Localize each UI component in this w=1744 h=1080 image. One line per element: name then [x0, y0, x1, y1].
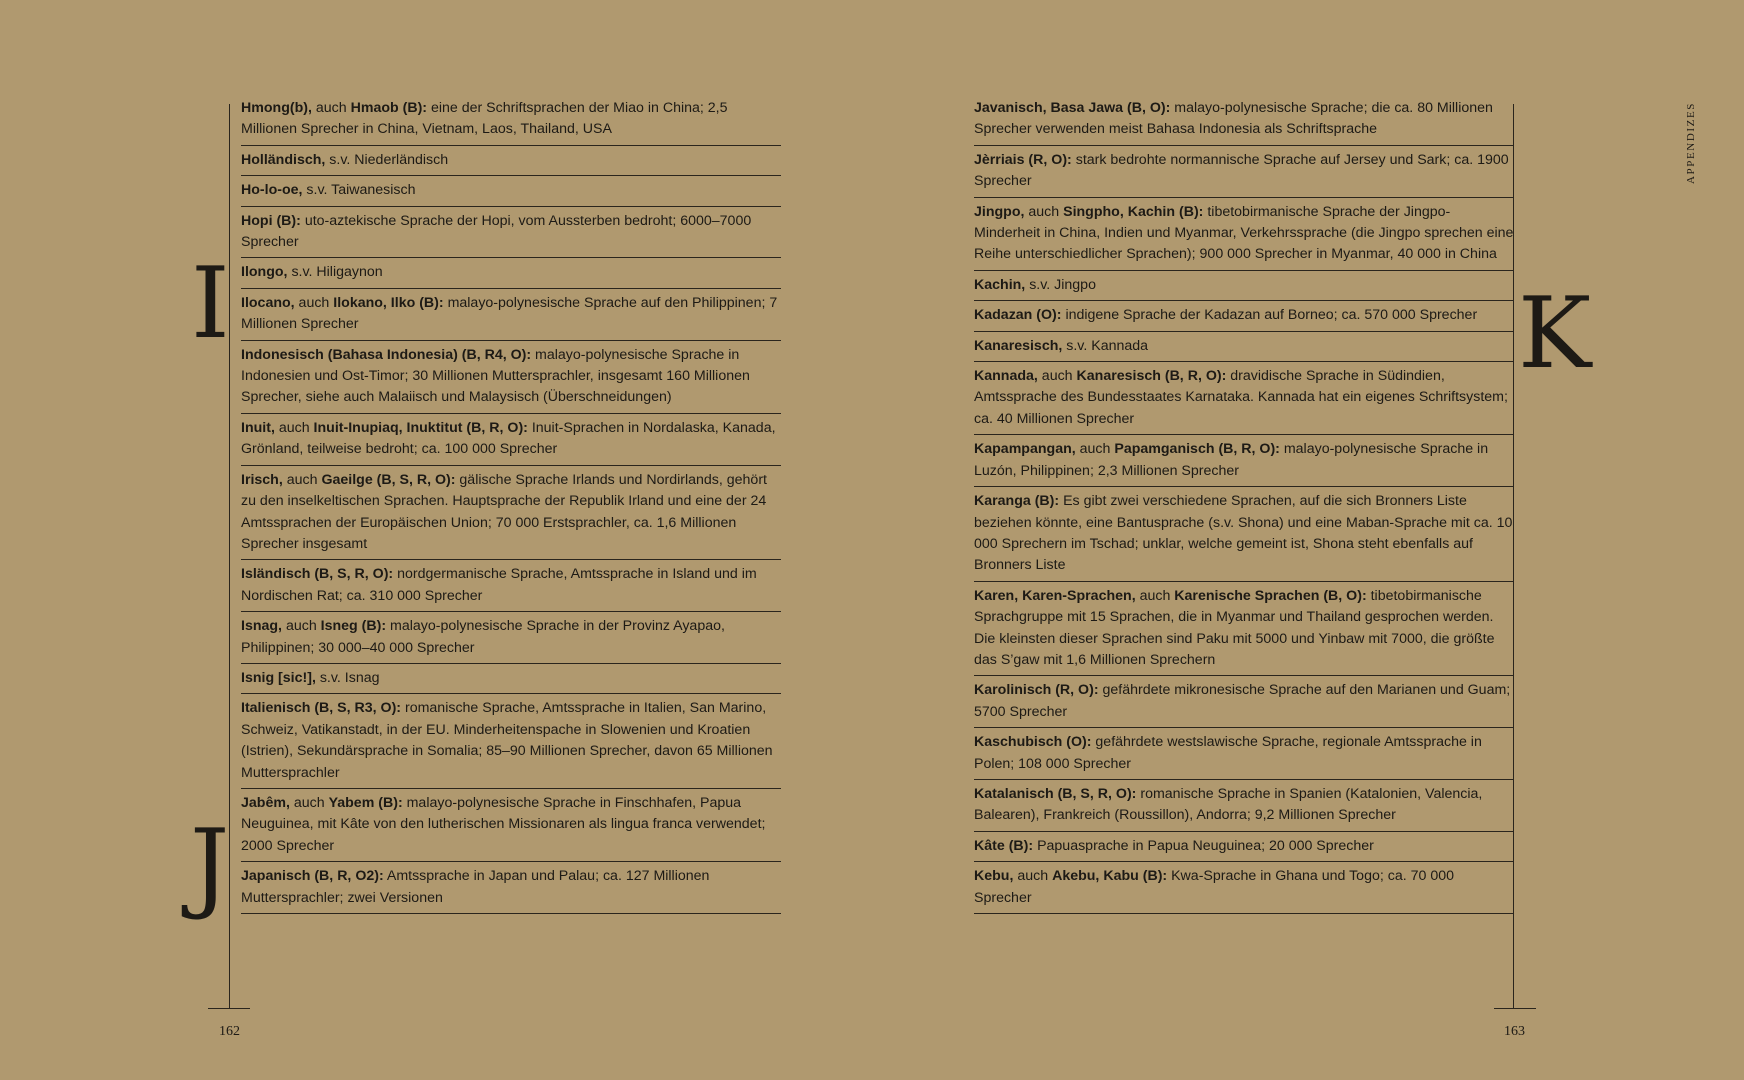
glossary-entry: [241, 694, 781, 789]
glossary-entry: [974, 780, 1514, 832]
entry-text: auch: [294, 294, 334, 311]
entry-text: auch: [289, 794, 329, 811]
entry-headword: Hopi (B):: [241, 212, 301, 229]
glossary-entry: [241, 98, 781, 146]
left-foot-rule: [208, 1008, 250, 1009]
entry-headword: Jèrriais (R, O):: [974, 151, 1072, 168]
entry-text: malayo-polynesische Sprache in Finschhafen, Papua Neuguinea, mit Kâte von den lutherischen Missionaren als lingua franca verwendet; 2000 Sprecher: [241, 794, 766, 854]
glossary-entry: [241, 414, 781, 466]
entry-headword: Ho-lo-oe,: [241, 182, 303, 199]
glossary-entry: [974, 676, 1514, 728]
right-entry-list: [974, 98, 1514, 914]
entry-text: auch: [1075, 441, 1115, 458]
entry-text: malayo-polynesische Sprache; die ca. 80 Millionen Sprecher verwenden meist Bahasa Indonesia als Schriftsprache: [974, 100, 1493, 138]
entry-headword: Isnag,: [241, 618, 282, 635]
entry-headword: Karolinisch (R, O):: [974, 682, 1099, 699]
entry-headword: Ilongo,: [241, 264, 288, 281]
running-head: APPENDIZES: [1685, 101, 1697, 184]
glossary-entry: [974, 582, 1514, 677]
entry-headword: Kaschubisch (O):: [974, 734, 1092, 751]
left-entry-list: [241, 98, 781, 914]
section-letter-i: I: [191, 247, 230, 361]
entry-headword: Karanga (B):: [974, 493, 1060, 510]
entry-headword: Isnig [sic!],: [241, 669, 316, 686]
section-letter-j: J: [190, 809, 230, 923]
glossary-entry: [241, 176, 781, 206]
entry-headword: Ilokano, Ilko (B):: [333, 294, 444, 311]
entry-headword: Italienisch (B, S, R3, O):: [241, 700, 402, 717]
glossary-entry: [241, 258, 781, 288]
entry-text: uto-aztekische Sprache der Hopi, vom Aussterben bedroht; 6000–7000 Sprecher: [241, 212, 752, 251]
entry-text: auch: [1037, 368, 1077, 385]
entry-headword: Jingpo,: [974, 203, 1025, 220]
glossary-entry: [241, 664, 781, 694]
glossary-entry: [974, 332, 1514, 362]
entry-headword: Irisch,: [241, 471, 283, 488]
entry-text: auch: [274, 419, 314, 436]
glossary-entry: [974, 198, 1514, 271]
entry-headword: Jabêm,: [241, 794, 290, 811]
entry-text: s.v. Isnag: [315, 669, 380, 686]
entry-headword: Ilocano,: [241, 294, 295, 311]
entry-headword: Indonesisch (Bahasa Indonesia) (B, R4, O):: [241, 346, 532, 363]
glossary-entry: [974, 301, 1514, 331]
entry-headword: Kadazan (O):: [974, 307, 1062, 324]
glossary-entry: [241, 466, 781, 561]
entry-headword: Yabem (B):: [328, 794, 403, 811]
glossary-entry: [974, 271, 1514, 301]
glossary-entry: [974, 98, 1514, 146]
glossary-entry: [974, 146, 1514, 198]
entry-headword: Hmaob (B):: [350, 100, 428, 116]
entry-headword: Isländisch (B, S, R, O):: [241, 566, 394, 583]
entry-text: malayo-polynesische Sprache in der Provinz Ayapao, Philippinen; 30 000–40 000 Sprecher: [241, 618, 725, 656]
entry-text: auch: [1024, 203, 1064, 220]
entry-text: gälische Sprache Irlands und Nordirlands, gehört zu den inselkeltischen Sprachen. Hauptsprache der Republik Irland und eine der 24 Amtssprachen der Europäischen Union; 70 000 Erstsprachler, ca. 1,6 Millionen Sprecher insgesamt: [241, 471, 767, 552]
entry-text: malayo-polynesische Sprache in Luzón, Philippinen; 2,3 Millionen Sprecher: [974, 441, 1489, 479]
entry-headword: Kachin,: [974, 276, 1026, 293]
entry-text: malayo-polynesische Sprache in Indonesien und Ost-Timor; 30 Millionen Muttersprachler, insgesamt 160 Millionen Sprecher, siehe auch Malaiisch und Malaysisch (Überschneidungen): [241, 346, 750, 406]
glossary-entry: [974, 487, 1514, 582]
entry-headword: Singpho, Kachin (B):: [1063, 203, 1204, 220]
entry-text: Papuasprache in Papua Neuguinea; 20 000 Sprecher: [1033, 837, 1374, 854]
entry-headword: Kâte (B):: [974, 837, 1034, 854]
entry-headword: Karenische Sprachen (B, O):: [1174, 587, 1367, 604]
right-foot-rule: [1494, 1008, 1536, 1009]
entry-headword: Kapampangan,: [974, 441, 1076, 458]
entry-text: s.v. Niederländisch: [325, 151, 449, 168]
entry-headword: Javanisch, Basa Jawa (B, O):: [974, 100, 1171, 116]
entry-headword: Kannada,: [974, 368, 1038, 385]
entry-headword: Inuit-Inupiaq, Inuktitut (B, R, O):: [313, 419, 528, 436]
glossary-entry: [241, 289, 781, 341]
entry-text: Amtssprache in Japan und Palau; ca. 127 Millionen Muttersprachler; zwei Versionen: [241, 868, 710, 906]
entry-headword: Kebu,: [974, 868, 1014, 885]
entry-text: tibetobirmanische Sprache der Jingpo-Minderheit in China, Indien und Myanmar, Verkehrssprache (die Jingpo sprechen eine Reihe unterschiedlicher Sprachen); 900 000 Sprecher in Myanmar, 40 000 in China: [974, 203, 1514, 263]
glossary-entry: [974, 435, 1514, 487]
entry-text: gefährdete mikronesische Sprache auf den Marianen und Guam; 5700 Sprecher: [974, 682, 1511, 720]
entry-headword: Holländisch,: [241, 151, 326, 168]
glossary-entry: [974, 862, 1514, 914]
entry-text: Kwa-Sprache in Ghana und Togo; ca. 70 000 Sprecher: [974, 868, 1454, 906]
entry-text: s.v. Jingpo: [1025, 276, 1096, 293]
left-page: [0, 0, 870, 1080]
entry-headword: Japanisch (B, R, O2):: [241, 868, 384, 885]
entry-text: auch: [282, 471, 322, 488]
glossary-entry: [241, 560, 781, 612]
page-number-left: 162: [219, 1024, 240, 1039]
glossary-entry: [974, 728, 1514, 780]
entry-headword: Hmong(b),: [241, 100, 312, 116]
glossary-entry: [241, 341, 781, 414]
entry-text: s.v. Kannada: [1062, 337, 1149, 354]
glossary-entry: [241, 789, 781, 862]
glossary-entry: [241, 146, 781, 176]
entry-text: malayo-polynesische Sprache auf den Philippinen; 7 Millionen Sprecher: [241, 294, 778, 333]
entry-text: s.v. Hiligaynon: [287, 264, 383, 281]
entry-text: auch: [282, 618, 321, 635]
entry-text: s.v. Taiwanesisch: [302, 182, 416, 199]
section-letter-k: K: [1518, 277, 1592, 391]
glossary-entry: [974, 362, 1514, 435]
entry-text: tibetobirmanische Sprachgruppe mit 15 Sprachen, die in Myanmar und Thailand gesprochen werden. Die kleinsten dieser Sprachen sind Paku mit 5000 und Yinbaw mit 7000, die größte das S’gaw mit 1,6 Millionen Sprechern: [974, 587, 1495, 668]
entry-headword: Kanaresisch (B, R, O):: [1076, 368, 1227, 385]
entry-headword: Akebu, Kabu (B):: [1052, 868, 1168, 885]
entry-text: romanische Sprache, Amtssprache in Italien, San Marino, Schweiz, Vatikanstadt, in der EU. Minderheitenspache in Slowenien und Kroatien (Istrien), Sekundärsprache in Somalia; 85–90 Millionen Sprecher, davon 65 Millionen Muttersprachler: [241, 700, 773, 781]
entry-text: auch: [311, 100, 351, 116]
entry-headword: Kanaresisch,: [974, 337, 1063, 354]
entry-text: gefährdete westslawische Sprache, regionale Amtssprache in Polen; 108 000 Sprecher: [974, 734, 1482, 772]
glossary-entry: [974, 832, 1514, 862]
entry-text: indigene Sprache der Kadazan auf Borneo; ca. 570 000 Sprecher: [1061, 307, 1478, 324]
entry-headword: Isneg (B):: [320, 618, 387, 635]
entry-headword: Inuit,: [241, 419, 275, 436]
page-number-right: 163: [1504, 1024, 1525, 1039]
right-page: [870, 0, 1740, 1080]
glossary-entry: [241, 207, 781, 259]
entry-text: nordgermanische Sprache, Amtssprache in Island und im Nordischen Rat; ca. 310 000 Sprecher: [241, 566, 757, 604]
entry-headword: Gaeilge (B, S, R, O):: [321, 471, 456, 488]
entry-text: auch: [1013, 868, 1053, 885]
entry-text: eine der Schriftsprachen der Miao in China; 2,5 Millionen Sprecher in China, Vietnam, Laos, Thailand, USA: [241, 100, 728, 138]
entry-text: Es gibt zwei verschiedene Sprachen, auf die sich Bronners Liste beziehen könnte, eine Bantusprache (s.v. Shona) und eine Maban-Sprache mit ca. 10 000 Sprechern im Tschad; unklar, welche gemeint ist, Shona steht ebenfalls auf Bronners Liste: [974, 493, 1513, 574]
glossary-entry: [241, 612, 781, 664]
entry-text: Inuit-Sprachen in Nordalaska, Kanada, Grönland, teilweise bedroht; ca. 100 000 Sprecher: [241, 419, 776, 458]
entry-text: romanische Sprache in Spanien (Katalonien, Valencia, Balearen), Frankreich (Roussillon), Andorra; 9,2 Millionen Sprecher: [974, 785, 1483, 824]
entry-text: auch: [1135, 587, 1175, 604]
entry-text: stark bedrohte normannische Sprache auf Jersey und Sark; ca. 1900 Sprecher: [974, 151, 1509, 190]
entry-headword: Katalanisch (B, S, R, O):: [974, 785, 1137, 802]
glossary-entry: [241, 862, 781, 914]
entry-headword: Papamganisch (B, R, O):: [1114, 441, 1280, 458]
entry-headword: Karen, Karen-Sprachen,: [974, 587, 1136, 604]
entry-text: dravidische Sprache in Südindien, Amtssprache des Bundesstaates Karnataka. Kannada hat ein eigenes Schriftsystem; ca. 40 Millionen Sprecher: [974, 368, 1508, 427]
